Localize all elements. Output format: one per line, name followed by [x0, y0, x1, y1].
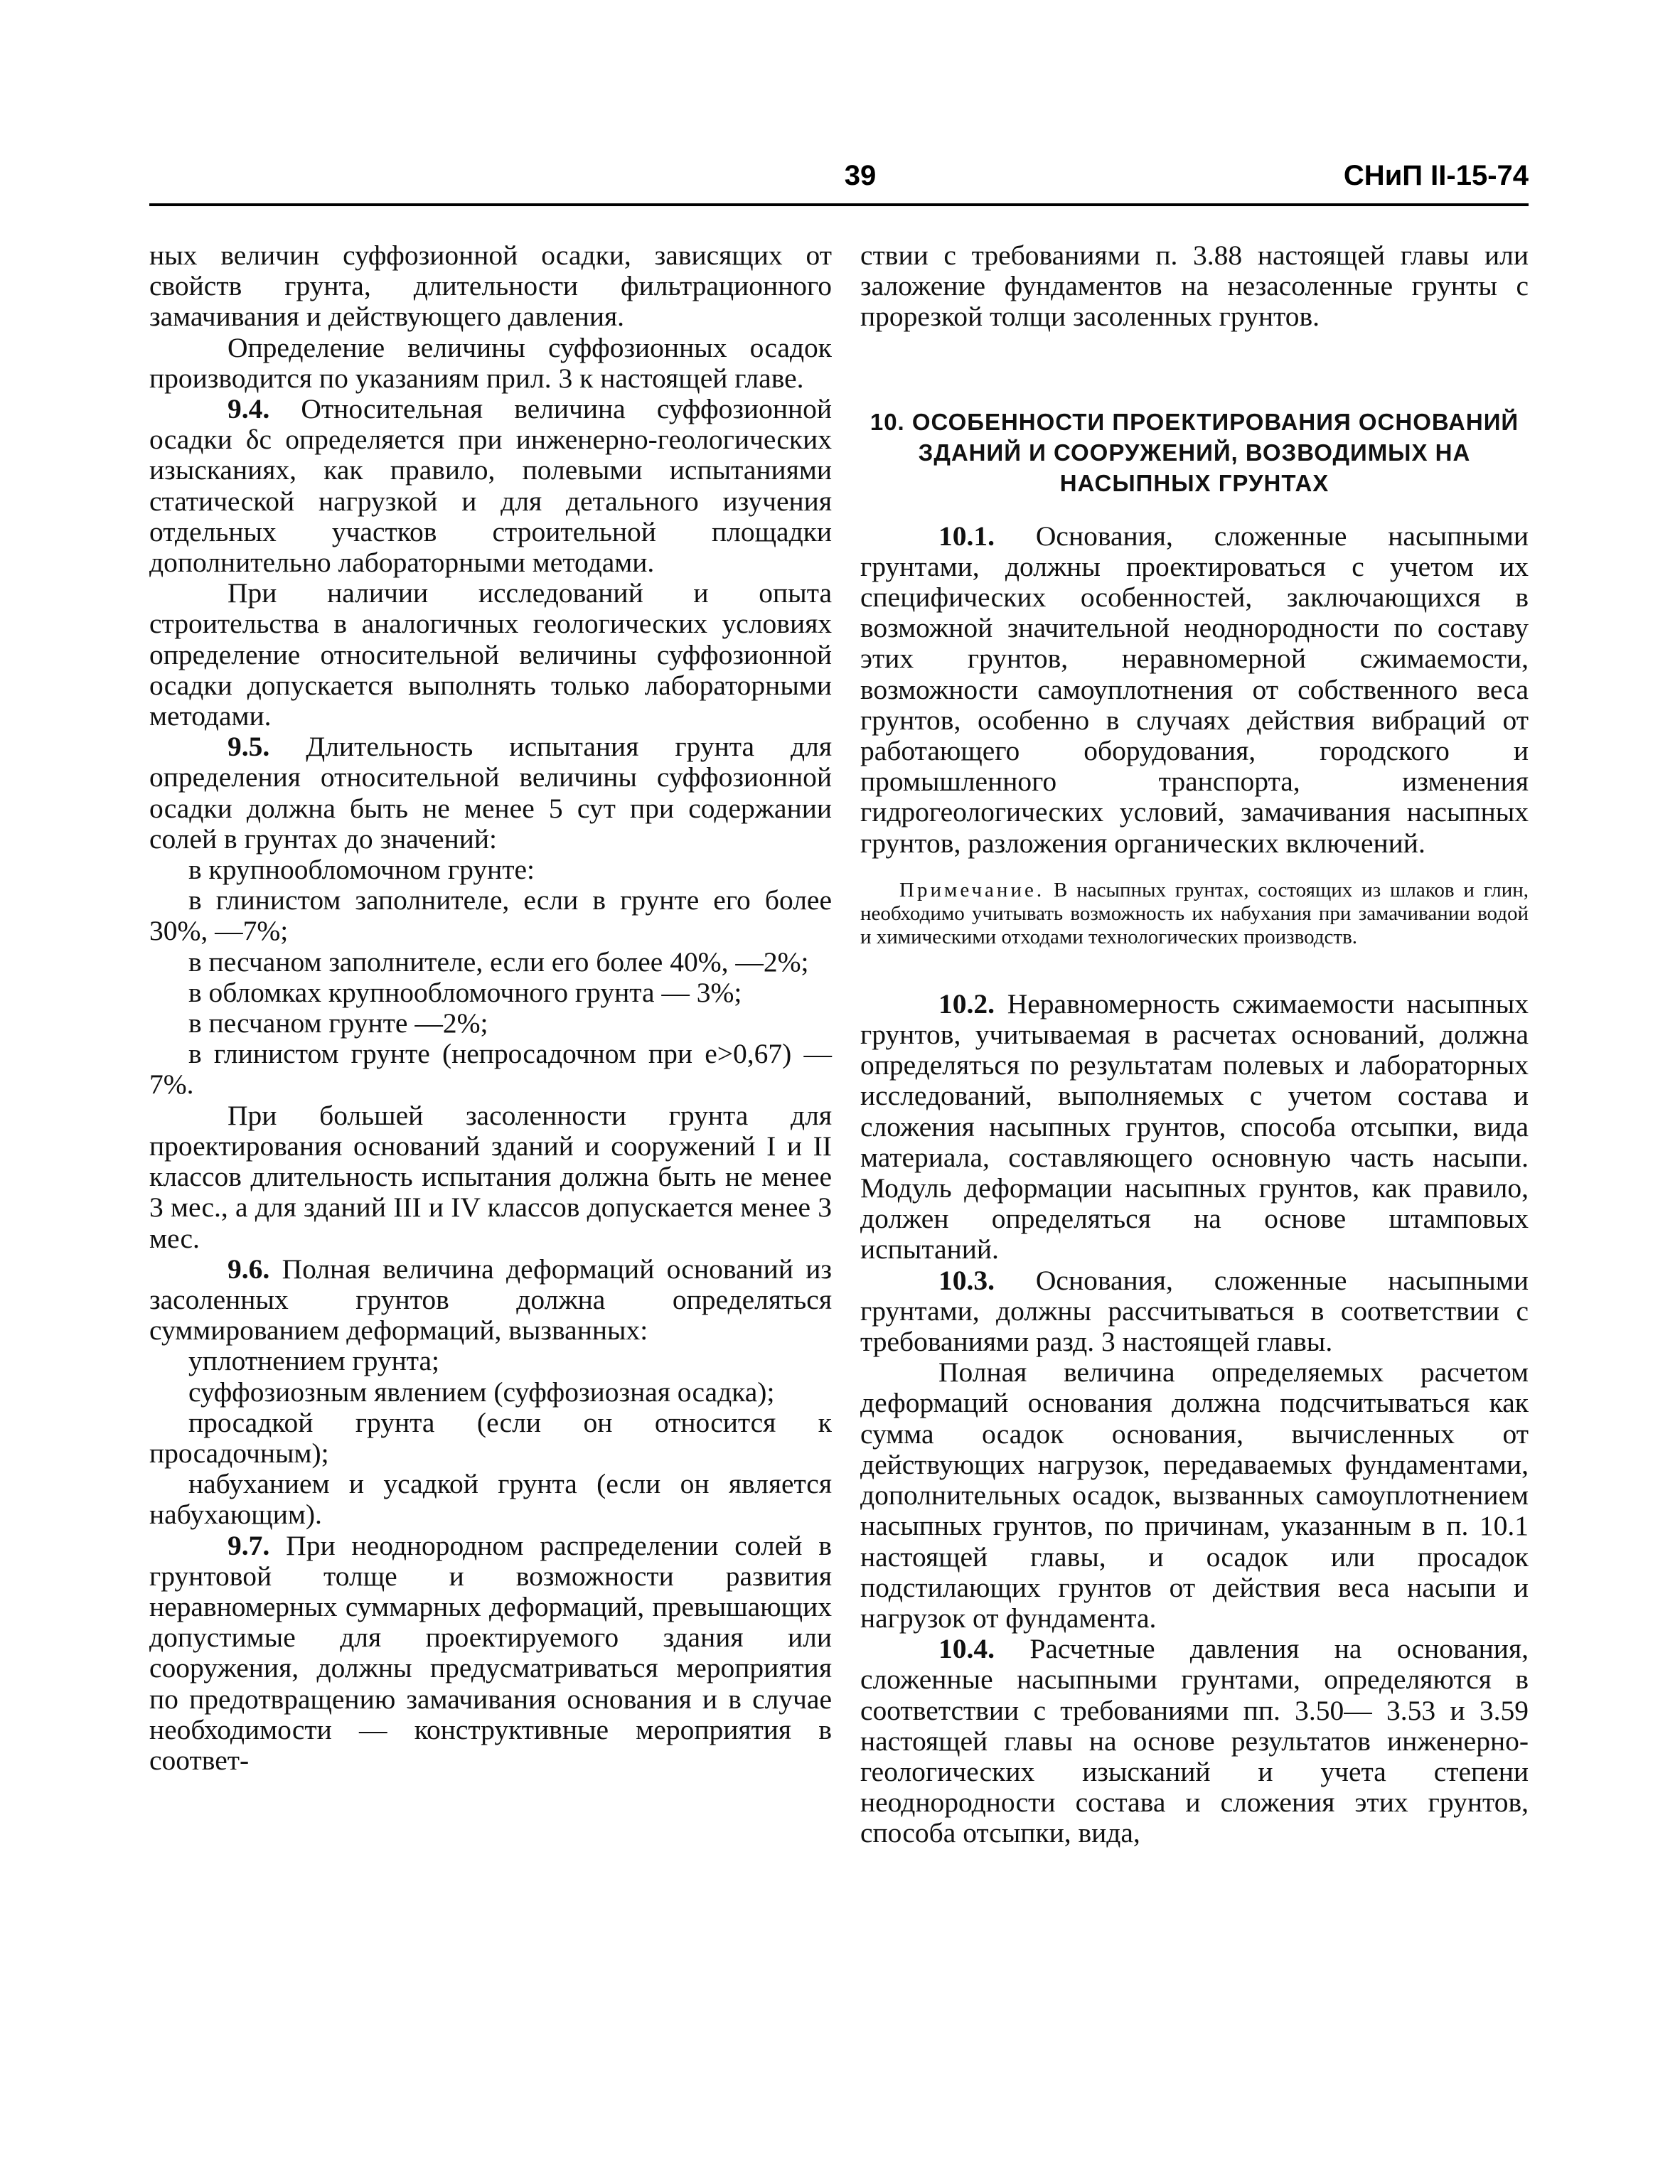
clause-text: Основания, сложенные насыпными грунтами, должны проектироваться с учетом их специфических особенностей, заключающихся в возможной значительной неоднородности по составу этих грунтов, неравномерной сжимаемости, возможности самоуплотнения от собственного веса грунтов, особенно в случаях действия вибраций от работающего оборудования, городского и промышленного транспорта, изменения гидрогеологических условий, замачивания насыпных грунтов, разложения органических включений. — [860, 520, 1529, 859]
clause-10-1 — [860, 521, 1529, 859]
clause-9-4 — [149, 394, 832, 578]
clause-text: Полная величина деформаций оснований из засоленных грунтов должна определяться суммированием деформаций, вызванных: — [149, 1253, 832, 1347]
clause-text: Длительность испытания грунта для определения относительной величины суффозионной осадки должна быть не менее 5 сут при содержании солей в грунтах до значений: — [149, 731, 832, 855]
clause-9-7 — [149, 1531, 832, 1777]
paragraph: ных величин суффозионной осадки, зависящих от свойств грунта, длительности фильтрационного замачивания и действующего давления. — [149, 240, 832, 333]
clause-9-5 — [149, 732, 832, 855]
list-item: набуханием и усадкой грунта (если он является набухающим). — [149, 1468, 832, 1531]
clause-number: 9.7. — [228, 1529, 270, 1561]
clause-10-2 — [860, 989, 1529, 1265]
clause-number: 9.4. — [228, 393, 270, 425]
clause-text: Относительная величина суффозионной осадки δс определяется при инженерно-геологических изысканиях, как правило, полевыми испытаниями статической нагрузкой и для детального изучения отдельных участков строительной площадки дополнительно лабораторными методами. — [149, 393, 832, 579]
note-text: В насыпных грунтах, состоящих из шлаков и глин, необходимо учитывать возможность их набухания при замачивании водой и химическими отходами технологических производств. — [860, 878, 1529, 948]
page-header — [149, 158, 1529, 205]
clause-number: 10.1. — [938, 520, 995, 552]
list-item: в глинистом заполнителе, если в грунте его более 30%, —7%; — [149, 884, 832, 947]
paragraph: При наличии исследований и опыта строительства в аналогичных геологических условиях определение относительной величины суффозионной осадки допускается выполнять только лабораторными методами. — [149, 577, 832, 732]
right-column — [860, 240, 1529, 1849]
clause-9-6 — [149, 1254, 832, 1347]
clause-10-4 — [860, 1634, 1529, 1848]
note-label: Примечание. — [899, 878, 1045, 901]
left-column — [149, 240, 832, 1776]
clause-text: Расчетные давления на основания, сложенные насыпными грунтами, определяются в соответствии с требованиями пп. 3.50— 3.53 и 3.59 настоящей главы на основе результатов инженерно-геологических изысканий и учета степени неоднородности состава и сложения этих грунтов, способа отсыпки, вида, — [860, 1633, 1529, 1849]
note — [860, 879, 1529, 949]
page-number: 39 — [844, 160, 877, 191]
clause-text: Неравномерность сжимаемости насыпных грунтов, учитываемая в расчетах оснований, должна определяться по результатам полевых и лабораторных исследований, выполняемых с учетом состава и сложения насыпных грунтов, способа отсыпки, вида материала, составляющего основную часть насыпи. Модуль деформации насыпных грунтов, как правило, должен определяться на основе штамповых испытаний. — [860, 987, 1529, 1265]
clause-number: 10.3. — [938, 1264, 995, 1296]
clause-number: 10.4. — [938, 1633, 995, 1665]
header-rule — [149, 203, 1529, 206]
clause-text: При неоднородном распределении солей в грунтовой толще и возможности развития неравномерных суммарных деформаций, превышающих допустимые для проектируемого здания или сооружения, должны предусматриваться мероприятия по предотвращению замачивания основания и в случае необходимости — конструктивные мероприятия в соответ- — [149, 1529, 832, 1776]
list-item: суффозиозным явлением (суффозиозная осадка); — [188, 1376, 775, 1408]
clause-number: 9.6. — [228, 1253, 270, 1285]
clause-10-3 — [860, 1265, 1529, 1358]
paragraph: ствии с требованиями п. 3.88 настоящей главы или заложение фундаментов на незасоленные грунты с прорезкой толщи засоленных грунтов. — [860, 240, 1529, 333]
paragraph: Полная величина определяемых расчетом деформаций основания должна подсчитываться как сумма осадок основания, вычисленных от действующих нагрузок, передаваемых фундаментами, дополнительных осадок, вызванных самоуплотнением насыпных грунтов, по причинам, указанным в п. 10.1 настоящей главы, и осадок или просадок подстилающих грунтов от действия веса насыпи и нагрузок от фундамента. — [860, 1356, 1529, 1634]
paragraph: Определение величины суффозионных осадок производится по указаниям прил. 3 к настоящей главе. — [149, 331, 832, 394]
clause-number: 9.5. — [228, 731, 270, 763]
list-item: в глинистом грунте (непросадочном при е>0,67) —7%. — [149, 1038, 832, 1101]
list-item: уплотнением грунта; — [188, 1345, 440, 1377]
section-heading: 10. ОСОБЕННОСТИ ПРОЕКТИРОВАНИЯ ОСНОВАНИЙ ЗДАНИЙ И СООРУЖЕНИЙ, ВОЗВОДИМЫХ НА НАСЫПНЫХ ГРУНТАХ — [870, 408, 1519, 496]
list-item: в песчаном грунте —2%; — [188, 1007, 488, 1039]
list-item: в крупнообломочном грунте: — [188, 854, 535, 886]
list-item: в песчаном заполнителе, если его более 40%, —2%; — [188, 946, 809, 978]
paragraph: При большей засоленности грунта для проектирования оснований зданий и сооружений I и II классов длительность испытания должна быть не менее 3 мес., а для зданий III и IV классов допускается менее 3 мес. — [149, 1099, 832, 1254]
clause-number: 10.2. — [938, 987, 995, 1019]
list-item: в обломках крупнообломочного грунта — 3%; — [188, 976, 742, 1008]
clause-text: Основания, сложенные насыпными грунтами, должны рассчитываться в соответствии с требованиями разд. 3 настоящей главы. — [860, 1264, 1529, 1358]
document-code: СНиП II-15-74 — [1343, 160, 1529, 191]
list-item: просадкой грунта (если он относится к просадочным); — [149, 1406, 832, 1469]
